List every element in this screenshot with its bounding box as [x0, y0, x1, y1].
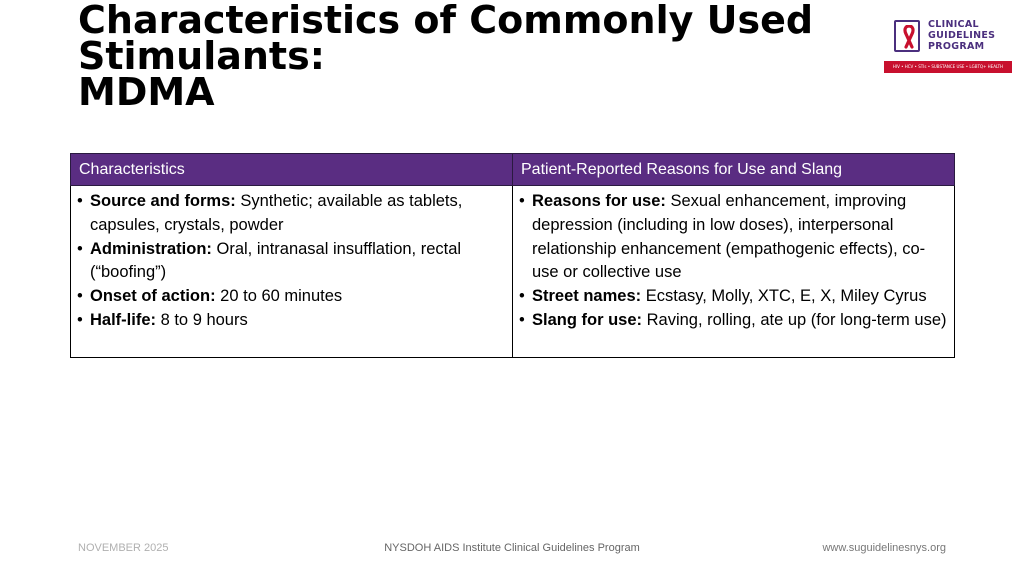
logo-tagline: HIV • HCV • STIs • SUBSTANCE USE • LGBTQ+ HEALTH — [884, 61, 1012, 73]
list-item: • Reasons for use: Sexual enhancement, improving depression (including in low doses), interpersonal relationship enhancement (empathogenic effects), co-use or collective use — [519, 190, 948, 285]
slide-title — [78, 0, 868, 114]
header-reasons: Patient-Reported Reasons for Use and Slang — [513, 154, 955, 186]
footer-program: NYSDOH AIDS Institute Clinical Guidelines Program — [384, 542, 640, 554]
title-line-3: MDMA — [78, 70, 215, 114]
list-item: • Half-life: 8 to 9 hours — [77, 309, 506, 333]
reasons-cell — [513, 186, 955, 358]
logo-line-3: PROGRAM — [928, 41, 985, 52]
characteristics-table — [70, 153, 955, 358]
list-item: • Source and forms: Synthetic; available as tablets, capsules, crystals, powder — [77, 190, 506, 238]
characteristics-cell — [71, 186, 513, 358]
logo-frame — [894, 20, 920, 52]
ribbon-icon — [902, 25, 916, 49]
logo-line-1: CLINICAL — [928, 19, 979, 30]
list-item: • Slang for use: Raving, rolling, ate up (for long-term use) — [519, 309, 948, 333]
logo-wordmark — [928, 19, 1018, 52]
footer-url[interactable]: www.suguidelinesnys.org — [822, 542, 946, 554]
list-item: • Administration: Oral, intranasal insufflation, rectal (“boofing”) — [77, 238, 506, 286]
table-row — [71, 186, 955, 358]
footer-date: NOVEMBER 2025 — [78, 542, 169, 554]
table-header-row — [71, 154, 955, 186]
title-line-1: Characteristics of Commonly Used — [78, 0, 814, 42]
title-line-2: Stimulants: — [78, 34, 325, 78]
list-item: • Onset of action: 20 to 60 minutes — [77, 285, 506, 309]
logo-line-2: GUIDELINES — [928, 30, 996, 41]
clinical-guidelines-logo — [884, 18, 1012, 76]
header-characteristics: Characteristics — [71, 154, 513, 186]
list-item: • Street names: Ecstasy, Molly, XTC, E, X, Miley Cyrus — [519, 285, 948, 309]
